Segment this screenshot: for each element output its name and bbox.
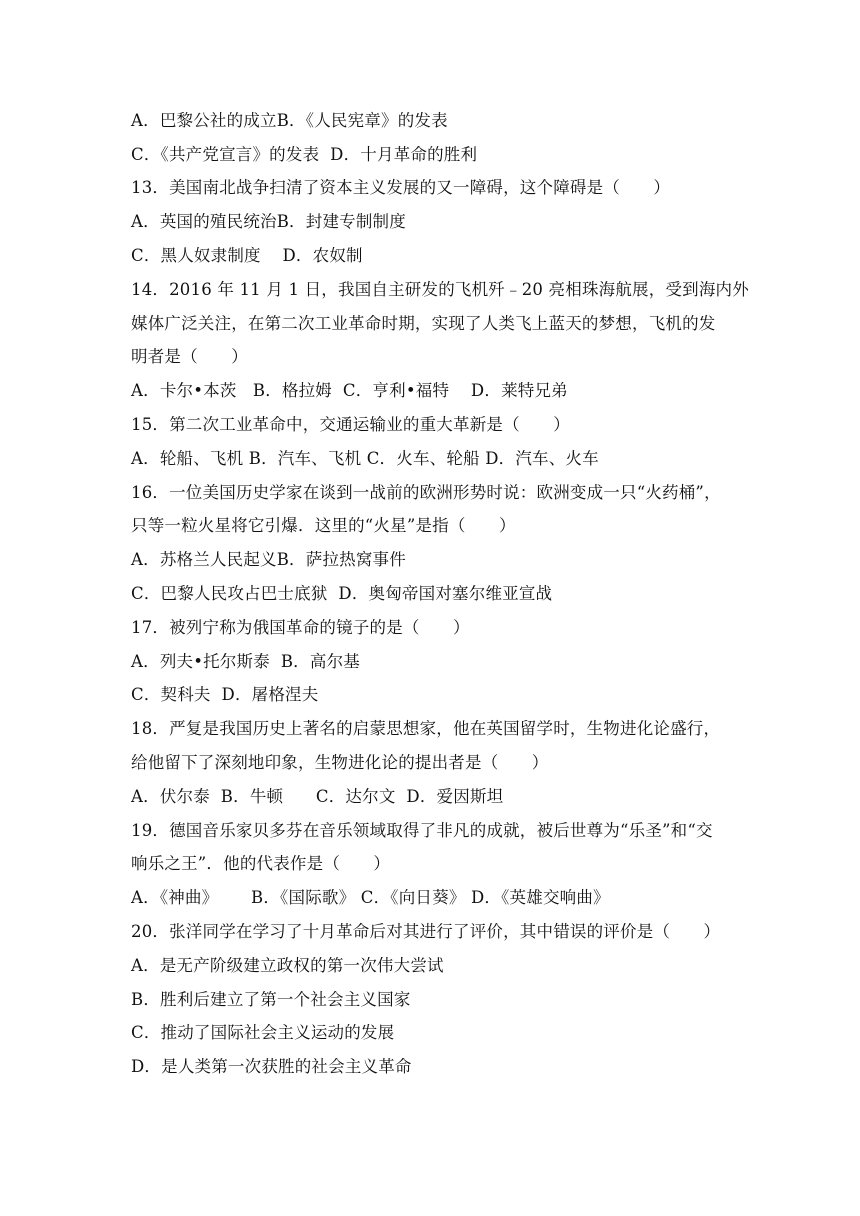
option-line: C．黑人奴隶制度 D．农奴制 bbox=[131, 246, 363, 265]
option-line: B．胜利后建立了第一个社会主义国家 bbox=[131, 990, 411, 1009]
question-19-stem: 19．德国音乐家贝多芬在音乐领域取得了非凡的成就，被后世尊为“乐圣”和“交 bbox=[131, 821, 713, 840]
question-16-stem: 只等一粒火星将它引爆．这里的“火星”是指（ ） bbox=[131, 516, 516, 535]
option-line: D．是人类第一次获胜的社会主义革命 bbox=[131, 1057, 412, 1076]
option-line: A．英国的殖民统治B．封建专制制度 bbox=[131, 212, 406, 231]
question-19-stem: 响乐之王”．他的代表作是（ ） bbox=[131, 854, 391, 873]
option-line: A．巴黎公社的成立B．《人民宪章》的发表 bbox=[131, 111, 448, 130]
question-14-stem: 明者是（ ） bbox=[131, 347, 248, 366]
question-13-stem: 13．美国南北战争扫清了资本主义发展的又一障碍，这个障碍是（ ） bbox=[131, 178, 671, 197]
question-14-stem: 14．2016 年 11 月 1 日，我国自主研发的飞机歼﹣20 亮相珠海航展，受到海内外 bbox=[131, 280, 749, 299]
option-line: A．伏尔泰 B．牛顿 C．达尔文 D．爱因斯坦 bbox=[131, 787, 504, 806]
option-line: A．列夫•托尔斯泰 B．高尔基 bbox=[131, 652, 360, 671]
option-line: C．巴黎人民攻占巴士底狱 D．奥匈帝国对塞尔维亚宣战 bbox=[131, 584, 553, 603]
question-15-stem: 15．第二次工业革命中，交通运输业的重大革新是（ ） bbox=[131, 415, 570, 434]
option-line: A．卡尔•本茨 B．格拉姆 C．亨利•福特 D．莱特兄弟 bbox=[131, 381, 568, 400]
question-14-stem: 媒体广泛关注，在第二次工业革命时期，实现了人类飞上蓝天的梦想，飞机的发 bbox=[131, 314, 716, 333]
question-20-stem: 20．张洋同学在学习了十月革命后对其进行了评价，其中错误的评价是（ ） bbox=[131, 922, 721, 941]
option-line: C．契科夫 D．屠格涅夫 bbox=[131, 685, 319, 704]
question-18-stem: 给他留下了深刻地印象，生物进化论的提出者是（ ） bbox=[131, 753, 549, 772]
option-line: A．《神曲》 B．《国际歌》 C．《向日葵》 D．《英雄交响曲》 bbox=[131, 888, 610, 907]
question-16-stem: 16．一位美国历史学家在谈到一战前的欧洲形势时说：欧洲变成一只“火药桶”， bbox=[131, 483, 721, 502]
option-line: A．是无产阶级建立政权的第一次伟大尝试 bbox=[131, 956, 444, 975]
option-line: C．推动了国际社会主义运动的发展 bbox=[131, 1023, 395, 1042]
option-line: C．《共产党宣言》的发表 D．十月革命的胜利 bbox=[131, 145, 478, 164]
option-line: A．苏格兰人民起义B．萨拉热窝事件 bbox=[131, 550, 406, 569]
question-17-stem: 17．被列宁称为俄国革命的镜子的是（ ） bbox=[131, 618, 470, 637]
question-18-stem: 18．严复是我国历史上著名的启蒙思想家，他在英国留学时，生物进化论盛行， bbox=[131, 719, 721, 738]
option-line: A．轮船、飞机 B．汽车、飞机 C．火车、轮船 D．汽车、火车 bbox=[131, 449, 599, 468]
